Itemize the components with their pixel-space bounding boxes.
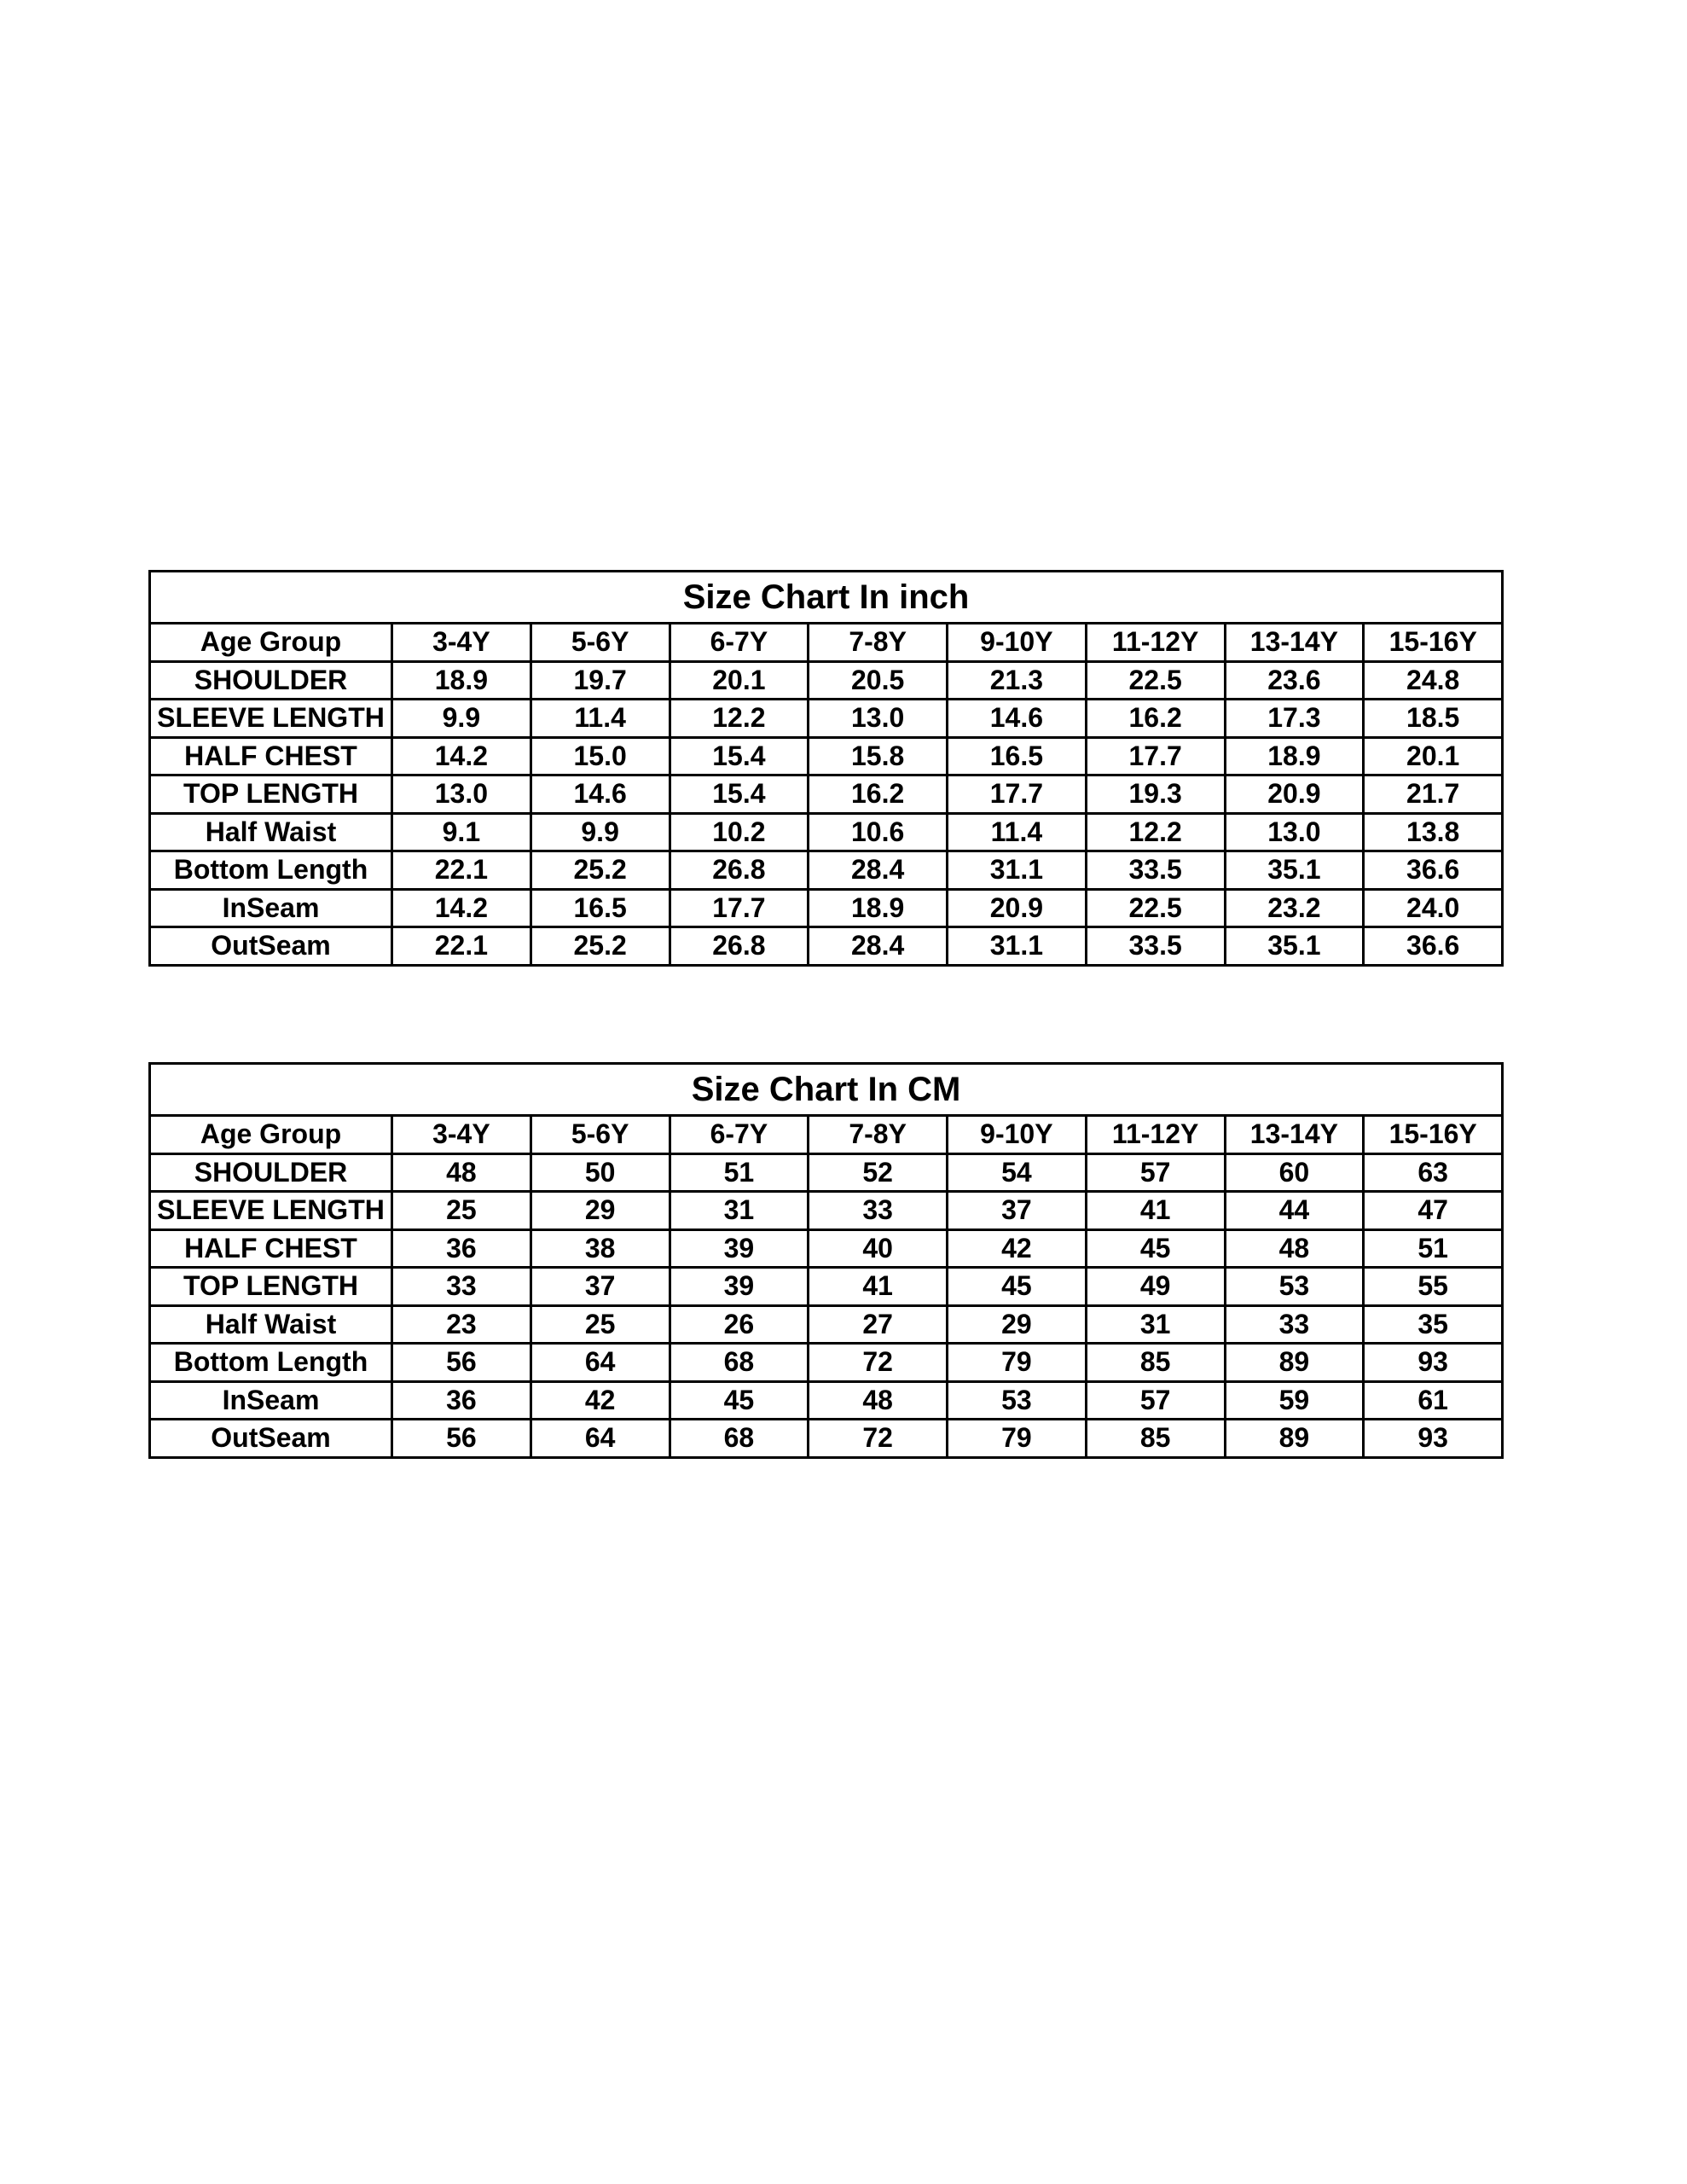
column-header-size: 6-7Y — [670, 1116, 809, 1154]
measurement-cell: 56 — [392, 1420, 531, 1458]
measurement-cell: 19.7 — [530, 661, 670, 700]
measurement-cell: 45 — [670, 1381, 809, 1420]
measurement-cell: 23.6 — [1225, 661, 1364, 700]
measurement-cell: 31.1 — [948, 851, 1087, 890]
measurement-cell: 17.7 — [948, 775, 1087, 814]
measurement-cell: 93 — [1364, 1420, 1503, 1458]
row-label: TOP LENGTH — [150, 775, 392, 814]
measurement-cell: 54 — [948, 1153, 1087, 1192]
measurement-cell: 48 — [392, 1153, 531, 1192]
measurement-cell: 24.8 — [1364, 661, 1503, 700]
measurement-cell: 18.9 — [1225, 737, 1364, 775]
measurement-cell: 26 — [670, 1305, 809, 1344]
table-row — [150, 1192, 1503, 1230]
table-row — [150, 1229, 1503, 1268]
column-header-size: 7-8Y — [809, 624, 948, 662]
row-label: SLEEVE LENGTH — [150, 700, 392, 738]
measurement-cell: 9.9 — [392, 700, 531, 738]
measurement-cell: 25.2 — [530, 851, 670, 890]
table-title: Size Chart In inch — [150, 572, 1503, 624]
measurement-cell: 36 — [392, 1381, 531, 1420]
header-row — [150, 1116, 1503, 1154]
measurement-cell: 39 — [670, 1268, 809, 1306]
measurement-cell: 33 — [809, 1192, 948, 1230]
measurement-cell: 35.1 — [1225, 927, 1364, 966]
measurement-cell: 89 — [1225, 1344, 1364, 1382]
measurement-cell: 21.7 — [1364, 775, 1503, 814]
measurement-cell: 38 — [530, 1229, 670, 1268]
table-row — [150, 1381, 1503, 1420]
column-header-size: 11-12Y — [1086, 624, 1225, 662]
measurement-cell: 18.9 — [392, 661, 531, 700]
measurement-cell: 21.3 — [948, 661, 1087, 700]
measurement-cell: 12.2 — [670, 700, 809, 738]
measurement-cell: 13.0 — [1225, 813, 1364, 851]
measurement-cell: 33.5 — [1086, 851, 1225, 890]
measurement-cell: 57 — [1086, 1381, 1225, 1420]
table-row — [150, 737, 1503, 775]
row-label: Half Waist — [150, 813, 392, 851]
row-label: Half Waist — [150, 1305, 392, 1344]
measurement-cell: 25.2 — [530, 927, 670, 966]
measurement-cell: 79 — [948, 1344, 1087, 1382]
measurement-cell: 15.0 — [530, 737, 670, 775]
row-label: SHOULDER — [150, 661, 392, 700]
table-row — [150, 1344, 1503, 1382]
measurement-cell: 24.0 — [1364, 889, 1503, 927]
column-header-size: 13-14Y — [1225, 1116, 1364, 1154]
measurement-cell: 35.1 — [1225, 851, 1364, 890]
measurement-cell: 50 — [530, 1153, 670, 1192]
measurement-cell: 22.1 — [392, 851, 531, 890]
measurement-cell: 33.5 — [1086, 927, 1225, 966]
measurement-cell: 64 — [530, 1344, 670, 1382]
measurement-cell: 22.5 — [1086, 661, 1225, 700]
column-header-size: 5-6Y — [530, 624, 670, 662]
measurement-cell: 16.5 — [948, 737, 1087, 775]
measurement-cell: 72 — [809, 1344, 948, 1382]
measurement-cell: 16.2 — [809, 775, 948, 814]
table-title-row — [150, 1064, 1503, 1116]
measurement-cell: 20.9 — [948, 889, 1087, 927]
table-row — [150, 1305, 1503, 1344]
row-label: InSeam — [150, 1381, 392, 1420]
column-header-size: 9-10Y — [948, 1116, 1087, 1154]
row-label: HALF CHEST — [150, 1229, 392, 1268]
measurement-cell: 35 — [1364, 1305, 1503, 1344]
header-row — [150, 624, 1503, 662]
column-header-size: 6-7Y — [670, 624, 809, 662]
column-header-size: 15-16Y — [1364, 624, 1503, 662]
measurement-cell: 44 — [1225, 1192, 1364, 1230]
measurement-cell: 33 — [392, 1268, 531, 1306]
measurement-cell: 22.1 — [392, 927, 531, 966]
measurement-cell: 45 — [948, 1268, 1087, 1306]
measurement-cell: 19.3 — [1086, 775, 1225, 814]
measurement-cell: 13.0 — [809, 700, 948, 738]
row-label: Bottom Length — [150, 1344, 392, 1382]
measurement-cell: 20.9 — [1225, 775, 1364, 814]
measurement-cell: 28.4 — [809, 927, 948, 966]
measurement-cell: 85 — [1086, 1344, 1225, 1382]
measurement-cell: 18.5 — [1364, 700, 1503, 738]
measurement-cell: 20.5 — [809, 661, 948, 700]
column-header-age-group: Age Group — [150, 624, 392, 662]
measurement-cell: 14.6 — [530, 775, 670, 814]
measurement-cell: 9.1 — [392, 813, 531, 851]
measurement-cell: 47 — [1364, 1192, 1503, 1230]
measurement-cell: 14.2 — [392, 737, 531, 775]
measurement-cell: 49 — [1086, 1268, 1225, 1306]
column-header-size: 7-8Y — [809, 1116, 948, 1154]
measurement-cell: 53 — [1225, 1268, 1364, 1306]
measurement-cell: 14.6 — [948, 700, 1087, 738]
table-row — [150, 1268, 1503, 1306]
measurement-cell: 93 — [1364, 1344, 1503, 1382]
table-row — [150, 661, 1503, 700]
table-row — [150, 813, 1503, 851]
measurement-cell: 10.6 — [809, 813, 948, 851]
measurement-cell: 25 — [392, 1192, 531, 1230]
measurement-cell: 29 — [948, 1305, 1087, 1344]
column-header-size: 3-4Y — [392, 624, 531, 662]
measurement-cell: 13.0 — [392, 775, 531, 814]
row-label: HALF CHEST — [150, 737, 392, 775]
measurement-cell: 18.9 — [809, 889, 948, 927]
row-label: SLEEVE LENGTH — [150, 1192, 392, 1230]
table-row — [150, 775, 1503, 814]
size-chart-cm-table — [148, 1062, 1504, 1459]
measurement-cell: 53 — [948, 1381, 1087, 1420]
measurement-cell: 26.8 — [670, 851, 809, 890]
measurement-cell: 48 — [809, 1381, 948, 1420]
measurement-cell: 33 — [1225, 1305, 1364, 1344]
table-title: Size Chart In CM — [150, 1064, 1503, 1116]
measurement-cell: 36.6 — [1364, 927, 1503, 966]
measurement-cell: 15.8 — [809, 737, 948, 775]
measurement-cell: 41 — [1086, 1192, 1225, 1230]
measurement-cell: 15.4 — [670, 737, 809, 775]
table-title-row — [150, 572, 1503, 624]
row-label: OutSeam — [150, 1420, 392, 1458]
measurement-cell: 10.2 — [670, 813, 809, 851]
measurement-cell: 28.4 — [809, 851, 948, 890]
measurement-cell: 42 — [948, 1229, 1087, 1268]
measurement-cell: 9.9 — [530, 813, 670, 851]
size-chart-inch-table — [148, 570, 1504, 967]
measurement-cell: 26.8 — [670, 927, 809, 966]
measurement-cell: 42 — [530, 1381, 670, 1420]
measurement-cell: 31 — [670, 1192, 809, 1230]
column-header-size: 3-4Y — [392, 1116, 531, 1154]
measurement-cell: 20.1 — [1364, 737, 1503, 775]
measurement-cell: 29 — [530, 1192, 670, 1230]
table-row — [150, 851, 1503, 890]
measurement-cell: 16.5 — [530, 889, 670, 927]
measurement-cell: 17.7 — [1086, 737, 1225, 775]
measurement-cell: 25 — [530, 1305, 670, 1344]
row-label: TOP LENGTH — [150, 1268, 392, 1306]
measurement-cell: 20.1 — [670, 661, 809, 700]
measurement-cell: 59 — [1225, 1381, 1364, 1420]
measurement-cell: 14.2 — [392, 889, 531, 927]
measurement-cell: 11.4 — [948, 813, 1087, 851]
measurement-cell: 36.6 — [1364, 851, 1503, 890]
measurement-cell: 31.1 — [948, 927, 1087, 966]
measurement-cell: 17.3 — [1225, 700, 1364, 738]
measurement-cell: 79 — [948, 1420, 1087, 1458]
column-header-size: 11-12Y — [1086, 1116, 1225, 1154]
measurement-cell: 23.2 — [1225, 889, 1364, 927]
measurement-cell: 37 — [530, 1268, 670, 1306]
measurement-cell: 60 — [1225, 1153, 1364, 1192]
measurement-cell: 63 — [1364, 1153, 1503, 1192]
table-row — [150, 1420, 1503, 1458]
measurement-cell: 48 — [1225, 1229, 1364, 1268]
measurement-cell: 52 — [809, 1153, 948, 1192]
measurement-cell: 37 — [948, 1192, 1087, 1230]
table-row — [150, 927, 1503, 966]
measurement-cell: 51 — [1364, 1229, 1503, 1268]
column-header-size: 15-16Y — [1364, 1116, 1503, 1154]
measurement-cell: 85 — [1086, 1420, 1225, 1458]
measurement-cell: 51 — [670, 1153, 809, 1192]
measurement-cell: 40 — [809, 1229, 948, 1268]
measurement-cell: 23 — [392, 1305, 531, 1344]
measurement-cell: 61 — [1364, 1381, 1503, 1420]
measurement-cell: 41 — [809, 1268, 948, 1306]
row-label: Bottom Length — [150, 851, 392, 890]
measurement-cell: 68 — [670, 1344, 809, 1382]
table-row — [150, 1153, 1503, 1192]
measurement-cell: 89 — [1225, 1420, 1364, 1458]
measurement-cell: 31 — [1086, 1305, 1225, 1344]
measurement-cell: 16.2 — [1086, 700, 1225, 738]
measurement-cell: 11.4 — [530, 700, 670, 738]
table-row — [150, 700, 1503, 738]
measurement-cell: 68 — [670, 1420, 809, 1458]
measurement-cell: 72 — [809, 1420, 948, 1458]
measurement-cell: 27 — [809, 1305, 948, 1344]
measurement-cell: 64 — [530, 1420, 670, 1458]
row-label: InSeam — [150, 889, 392, 927]
measurement-cell: 15.4 — [670, 775, 809, 814]
column-header-age-group: Age Group — [150, 1116, 392, 1154]
measurement-cell: 13.8 — [1364, 813, 1503, 851]
measurement-cell: 12.2 — [1086, 813, 1225, 851]
column-header-size: 13-14Y — [1225, 624, 1364, 662]
measurement-cell: 57 — [1086, 1153, 1225, 1192]
column-header-size: 5-6Y — [530, 1116, 670, 1154]
measurement-cell: 22.5 — [1086, 889, 1225, 927]
measurement-cell: 56 — [392, 1344, 531, 1382]
measurement-cell: 36 — [392, 1229, 531, 1268]
table-row — [150, 889, 1503, 927]
measurement-cell: 39 — [670, 1229, 809, 1268]
measurement-cell: 55 — [1364, 1268, 1503, 1306]
measurement-cell: 17.7 — [670, 889, 809, 927]
row-label: OutSeam — [150, 927, 392, 966]
measurement-cell: 45 — [1086, 1229, 1225, 1268]
column-header-size: 9-10Y — [948, 624, 1087, 662]
row-label: SHOULDER — [150, 1153, 392, 1192]
